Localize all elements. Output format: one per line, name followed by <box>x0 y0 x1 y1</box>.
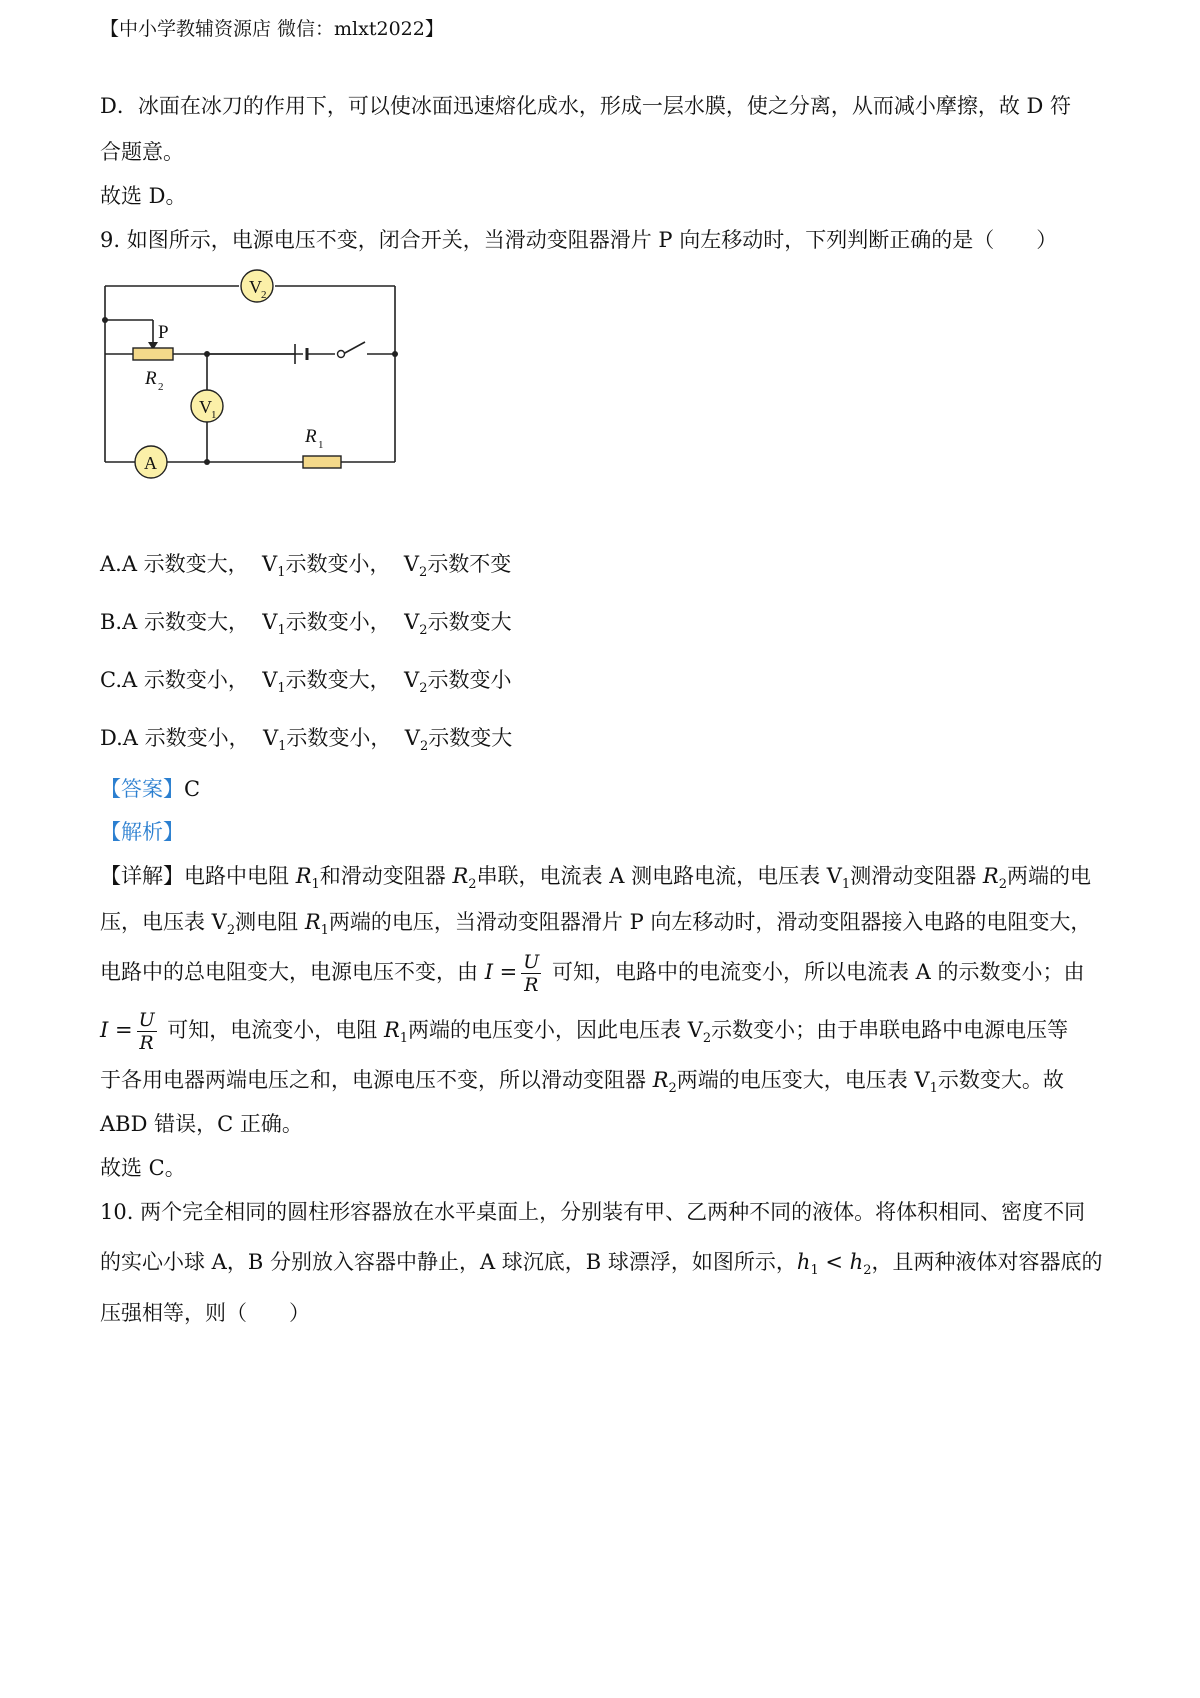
answer-label: 【答案】 <box>100 777 184 801</box>
v2-sub: 2 <box>419 565 428 581</box>
q9-option-d: D.A 示数变小， $V_1$示数变小， $V_2$示数变大 <box>100 726 513 755</box>
detail-line-5: 于各用电器两端电压之和，电源电压不变，所以滑动变阻器 $R_2$两端的电压变大，电压表 $V_1$示数变大。故 <box>100 1068 1064 1097</box>
option-v2-text: 示数变小 <box>427 668 512 692</box>
q9-answer <box>100 775 200 803</box>
q9-conclusion: 故选 C。 <box>100 1156 186 1180</box>
detail-line-4: I = $\frac{U}{R}$ 可知，电流变小，电阻 $R_1$两端的电压变小，因此电压表 $V_2$示数变小；由于串联电路中电源电压等 <box>100 1009 1069 1054</box>
detail-label: 【详解】 <box>100 864 184 888</box>
q9-option-b: B.A 示数变大， $V_1$示数变小， $V_2$示数变大 <box>100 610 512 639</box>
option-letter: A. <box>100 552 122 576</box>
detail-line-2: 压，电压表 $V_2$测电阻 $R_1$两端的电压，当滑动变阻器滑片 P 向左移动时，滑动变阻器接入电路的电阻变大， <box>100 910 1092 939</box>
formula-fraction: $\frac{U}{R}$ <box>523 951 540 996</box>
option-a-text: A 示数变小， <box>122 668 249 692</box>
r1-label-subscript: 1 <box>318 439 324 451</box>
prev-conclusion: 故选 D。 <box>100 184 187 208</box>
option-v1-text: 示数变大， <box>285 668 391 692</box>
junction-dot <box>102 317 108 323</box>
v1-symbol: V <box>199 397 212 417</box>
v1-sub: 1 <box>277 623 286 639</box>
option-v1-text: 示数变小， <box>285 610 391 634</box>
q9-option-c: C.A 示数变小， $V_1$示数变大， $V_2$示数变小 <box>100 668 512 697</box>
detail-line-6: ABD 错误，C 正确。 <box>100 1112 303 1136</box>
option-v2-text: 示数不变 <box>427 552 512 576</box>
formula-lhs: I = <box>100 1018 133 1042</box>
q9-stem: 9. 如图所示，电源电压不变，闭合开关，当滑动变阻器滑片 P 向左移动时，下列判断正确的是（ ） <box>100 228 1058 252</box>
option-v2-text: 示数变大 <box>427 610 512 634</box>
junction-dot <box>392 351 398 357</box>
detail-line-3: 电路中的总电阻变大，电源电压不变，由 I = $\frac{U}{R}$ 可知，电路中的电流变小，所以电流表 A 的示数变小；由 <box>100 951 1085 996</box>
q9-option-a: A.A 示数变大， $V_1$示数变小， $V_2$示数不变 <box>100 552 512 581</box>
r2-label: R <box>145 368 157 389</box>
q10-line2: 的实心小球 A，B 分别放入容器中静止，A 球沉底，B 球漂浮，如图所示，$h_1 < h_2$，且两种液体对容器底的 <box>100 1250 1103 1279</box>
option-v1-text: 示数变小， <box>285 552 391 576</box>
option-a-text: A 示数变大， <box>121 552 249 576</box>
detail-line-1: 【详解】电路中电阻 $R_1$和滑动变阻器 $R_2$串联，电流表 A 测电路电流，电压表 $V_1$测滑动变阻器 $R_2$两端的电 <box>100 864 1091 893</box>
junction-dot <box>204 459 210 465</box>
option-letter: B. <box>100 610 123 634</box>
slider-label-p: P <box>158 322 169 343</box>
ammeter-symbol: A <box>144 453 157 473</box>
rheostat-r2 <box>133 348 173 360</box>
option-a-text: A 示数变大， <box>122 610 249 634</box>
v2-sub: 2 <box>419 681 428 697</box>
v2-symbol: V <box>249 277 262 297</box>
formula-lhs: I = <box>484 960 518 984</box>
v1-subscript: 1 <box>211 409 217 421</box>
option-letter: C. <box>100 668 122 692</box>
prev-option-d-line2: 合题意。 <box>100 140 184 164</box>
v1-sub: 1 <box>277 565 286 581</box>
option-v2-text: 示数变大 <box>428 726 513 750</box>
q10-line3: 压强相等，则（ ） <box>100 1301 310 1325</box>
formula-fraction: $\frac{U}{R}$ <box>138 1009 155 1054</box>
r2-label-subscript: 2 <box>158 381 164 393</box>
option-letter: D. <box>100 726 123 750</box>
v1-sub: 1 <box>278 739 287 755</box>
v2-sub: 2 <box>419 739 429 755</box>
r1-label: R <box>305 426 317 447</box>
answer-value: C <box>184 777 201 801</box>
q10-line1: 10. 两个完全相同的圆柱形容器放在水平桌面上，分别装有甲、乙两种不同的液体。将体积相同、密度不同 <box>100 1200 1086 1224</box>
circuit-diagram <box>95 262 405 482</box>
watermark: 【中小学教辅资源店 微信：mlxt2022】 <box>100 18 444 40</box>
switch-contact <box>338 351 345 358</box>
v1-sub: 1 <box>277 681 286 697</box>
resistor-r1 <box>303 456 341 468</box>
junction-dot <box>204 351 210 357</box>
option-a-text: A 示数变小， <box>122 726 250 750</box>
q9-analysis-label: 【解析】 <box>100 820 184 844</box>
option-v1-text: 示数变小， <box>286 726 392 750</box>
v2-subscript: 2 <box>261 289 267 301</box>
v2-sub: 2 <box>419 623 428 639</box>
prev-option-d-line1: D．冰面在冰刀的作用下，可以使冰面迅速熔化成水，形成一层水膜，使之分离，从而减小摩擦，故 D 符 <box>100 94 1072 118</box>
